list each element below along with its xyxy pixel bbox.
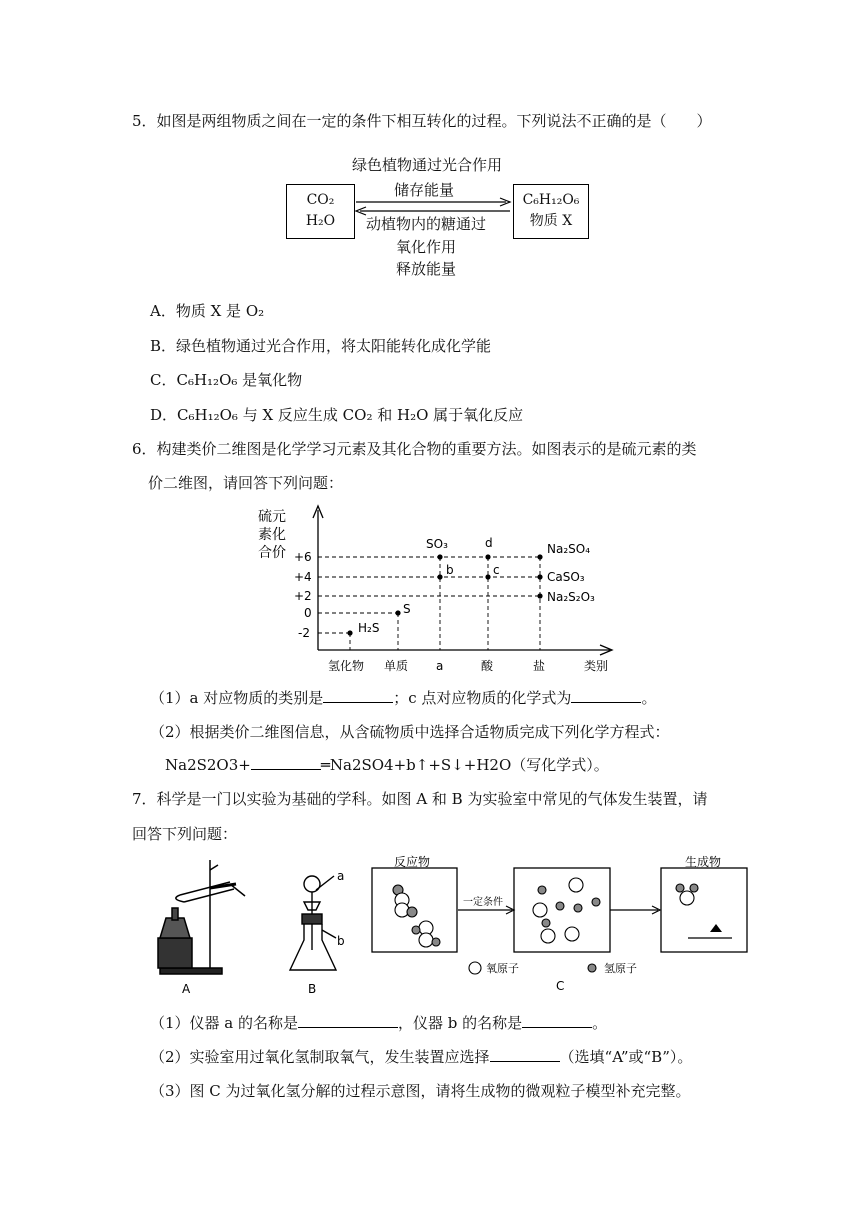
q7-sub1-text-a: （1）仪器 a 的名称是	[150, 1014, 299, 1032]
label-na2so4: Na₂SO₄	[547, 542, 591, 556]
label-so3: SO₃	[426, 537, 448, 551]
y-tick-plus6: +6	[294, 550, 312, 564]
q5-option-c: C．C₆H₁₂O₆ 是氧化物	[150, 371, 303, 389]
q6-equation	[165, 755, 609, 775]
q5-option-b: B．绿色植物通过光合作用，将太阳能转化成化学能	[150, 337, 492, 355]
label-c-panel: C	[556, 979, 565, 993]
q5-right-box-line2: 物质 X	[529, 213, 573, 229]
q5-left-box	[286, 184, 355, 239]
product-box	[661, 868, 747, 952]
point-na2s2o3	[537, 593, 542, 598]
y-tick-plus4: +4	[294, 570, 312, 584]
label-c: c	[493, 563, 500, 577]
q7-figure	[140, 850, 760, 1000]
point-d	[485, 554, 490, 559]
blank-triangle-marker	[710, 924, 722, 932]
q6-valence-chart	[250, 500, 630, 680]
q6-sub1	[150, 688, 656, 708]
q6-stem-line2: 价二维图，请回答下列问题：	[148, 474, 344, 492]
point-c	[485, 574, 490, 579]
q5-option-a: A．物质 X 是 O₂	[150, 302, 265, 320]
q5-option-d: D．C₆H₁₂O₆ 与 X 反应生成 CO₂ 和 H₂O 属于氧化反应	[150, 406, 524, 424]
q6-sub1-text-b: ；c 点对应物质的化学式为	[393, 689, 572, 707]
q5-bottom-label-1: 动植物内的糖通过	[366, 215, 487, 233]
point-so3	[437, 554, 442, 559]
label-s: S	[403, 602, 411, 616]
q7-sub1-end: 。	[592, 1014, 608, 1032]
product-label: 生成物	[685, 855, 722, 869]
label-b: b	[446, 563, 454, 577]
label-d: d	[485, 536, 493, 550]
reactant-label: 反应物	[394, 855, 431, 869]
q7-stem-line1: 7．科学是一门以实验为基础的学科。如图 A 和 B 为实验室中常见的气体发生装置，请	[132, 790, 708, 808]
y-tick-plus2: +2	[294, 589, 312, 603]
q6-sub1-end: 。	[641, 689, 657, 707]
q7-stem-line2: 回答下列问题：	[132, 825, 238, 843]
point-b	[437, 574, 442, 579]
q7-sub1	[150, 1013, 607, 1033]
x-cat-salt: 盐	[533, 659, 546, 673]
label-small-a: a	[337, 869, 345, 883]
x-cat-a: a	[436, 659, 444, 673]
q7-answer-blank-3[interactable]	[490, 1047, 560, 1062]
q5-right-box	[513, 184, 589, 239]
oxygen-legend-icon	[469, 962, 481, 974]
y-tick-0: 0	[304, 606, 312, 620]
label-na2s2o3: Na₂S₂O₃	[547, 590, 595, 604]
y-title-3: 合价	[258, 545, 286, 561]
y-title-1: 硫元	[258, 509, 286, 525]
apparatus-b	[290, 876, 336, 970]
q7-sub2	[150, 1047, 692, 1067]
q6-equation-blank[interactable]	[251, 755, 321, 770]
q6-answer-blank-2[interactable]	[571, 688, 641, 703]
q5-top-label-2: 储存能量	[394, 181, 455, 199]
y-tick-minus2: -2	[298, 626, 310, 640]
label-h2s: H₂S	[358, 621, 380, 635]
oxygen-legend-label: 氧原子	[486, 962, 519, 975]
point-caso3	[537, 574, 542, 579]
q6-stem-line1: 6．构建类价二维图是化学学习元素及其化合物的重要方法。如图表示的是硫元素的类	[132, 440, 697, 458]
x-title: 类别	[584, 659, 609, 673]
q5-stem: 5．如图是两组物质之间在一定的条件下相互转化的过程。下列说法不正确的是（ ）	[132, 112, 712, 130]
x-cat-element: 单质	[384, 659, 409, 673]
label-small-b: b	[337, 934, 345, 948]
label-a-apparatus: A	[182, 982, 191, 996]
q6-eq-start: Na2S2O3+	[165, 756, 251, 774]
point-s	[395, 610, 400, 615]
point-h2s	[347, 630, 352, 635]
label-b-apparatus: B	[308, 982, 317, 996]
q5-left-box-line1: CO₂	[306, 192, 335, 208]
x-cat-acid: 酸	[481, 659, 494, 673]
q7-sub2-text-a: （2）实验室用过氧化氢制取氧气，发生装置应选择	[150, 1048, 490, 1066]
q7-answer-blank-1[interactable]	[298, 1013, 398, 1028]
apparatus-a	[158, 860, 245, 974]
q6-sub1-text-a: （1）a 对应物质的类别是	[150, 689, 324, 707]
point-na2so4	[537, 554, 542, 559]
q6-sub2: （2）根据类价二维图信息，从含硫物质中选择合适物质完成下列化学方程式：	[150, 723, 670, 741]
intermediate-atoms	[533, 878, 600, 943]
q7-sub3: （3）图 C 为过氧化氢分解的过程示意图，请将生成物的微观粒子模型补充完整。	[150, 1082, 691, 1100]
reactant-molecules	[393, 885, 440, 947]
q5-bottom-label-3: 释放能量	[396, 260, 457, 278]
q7-sub1-text-b: ，仪器 b 的名称是	[398, 1014, 523, 1032]
hydrogen-legend-icon	[588, 964, 596, 972]
label-caso3: CaSO₃	[547, 570, 585, 584]
y-title-2: 素化	[258, 527, 286, 543]
guide-lines	[318, 557, 540, 650]
q5-left-box-line2: H₂O	[305, 213, 336, 229]
q6-eq-end: ═Na2SO4+b↑+S↓+H2O（写化学式）。	[320, 756, 609, 774]
q5-right-box-line1: C₆H₁₂O₆	[522, 192, 580, 208]
product-molecule	[676, 884, 698, 905]
q7-sub2-text-b: （选填“A”或“B”）。	[559, 1048, 693, 1066]
q6-answer-blank-1[interactable]	[323, 688, 393, 703]
condition-label: 一定条件	[463, 897, 503, 908]
hydrogen-legend-label: 氢原子	[604, 962, 637, 975]
q7-answer-blank-2[interactable]	[522, 1013, 592, 1028]
q5-top-label-1: 绿色植物通过光合作用	[352, 156, 503, 174]
x-cat-hydride: 氢化物	[328, 659, 365, 673]
q5-bottom-label-2: 氧化作用	[396, 238, 457, 256]
